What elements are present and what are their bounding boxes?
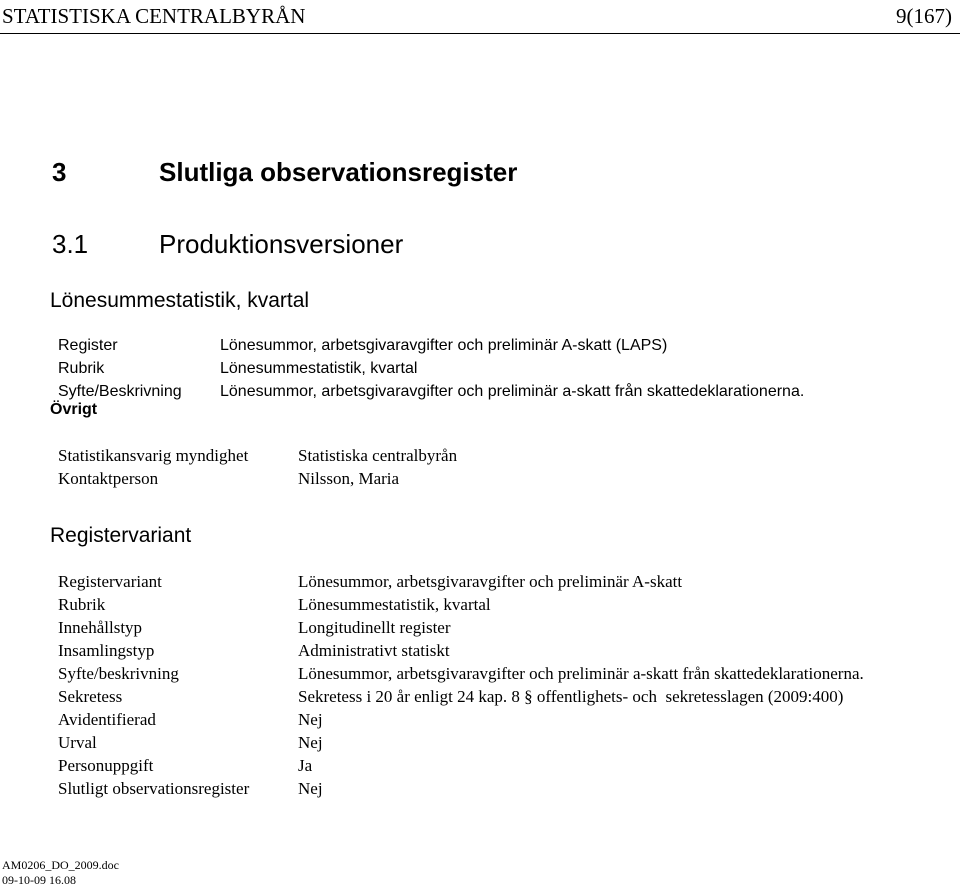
variant-info-label: Insamlingstyp — [58, 641, 155, 660]
variant-info-row — [58, 779, 958, 802]
document-header-organization: STATISTISKA CENTRALBYRÅN — [2, 4, 306, 28]
chapter-heading — [52, 157, 652, 189]
variant-info-label: Rubrik — [58, 595, 106, 614]
section-heading — [52, 229, 652, 261]
chapter-title: Slutliga observationsregister — [159, 157, 518, 187]
variant-info-label: Registervariant — [58, 572, 162, 591]
register-info-label: Register — [58, 337, 118, 354]
variant-info-label: Personuppgift — [58, 756, 154, 775]
variant-info-value: Administrativt statiskt — [298, 641, 450, 660]
variant-info-value: Longitudinellt register — [298, 618, 451, 637]
variant-info-label: Urval — [58, 733, 97, 752]
variant-info-label: Innehållstyp — [58, 618, 143, 637]
contact-info-row — [58, 469, 948, 492]
contact-info-row — [58, 446, 948, 469]
variant-info-row — [58, 687, 958, 710]
register-info-row — [58, 360, 948, 383]
contact-info-label: Kontaktperson — [58, 469, 159, 488]
section-title: Produktionsversioner — [159, 229, 404, 259]
subsection-heading: Lönesummestatistik, kvartal — [50, 289, 310, 312]
variant-info-value: Lönesummor, arbetsgivaravgifter och preliminär a-skatt från skattedeklarationerna. — [298, 664, 864, 683]
register-info-row — [58, 337, 948, 360]
register-info-value: Lönesummestatistik, kvartal — [220, 360, 418, 377]
register-info-label: Syfte/Beskrivning — [58, 383, 182, 400]
variant-info-value: Nej — [298, 733, 323, 752]
variant-info-row — [58, 756, 958, 779]
variant-info-value: Lönesummor, arbetsgivaravgifter och preliminär A-skatt — [298, 572, 683, 591]
contact-info-table — [58, 446, 948, 492]
header-divider — [0, 33, 960, 34]
footer-filename: AM0206_DO_2009.doc — [2, 858, 119, 872]
variant-info-value: Nej — [298, 710, 323, 729]
variant-info-row — [58, 595, 958, 618]
variant-info-row — [58, 618, 958, 641]
register-info-value: Lönesummor, arbetsgivaravgifter och preliminär a-skatt från skattedeklarationerna. — [220, 383, 805, 400]
register-info-value: Lönesummor, arbetsgivaravgifter och preliminär A-skatt (LAPS) — [220, 337, 668, 354]
contact-info-value: Nilsson, Maria — [298, 469, 400, 488]
register-info-row — [58, 383, 948, 406]
ovrigt-label: Övrigt — [50, 401, 98, 418]
variant-info-label: Syfte/beskrivning — [58, 664, 179, 683]
register-info-label: Rubrik — [58, 360, 105, 377]
contact-info-value: Statistiska centralbyrån — [298, 446, 458, 465]
page-number: 9(167) — [896, 4, 952, 28]
variant-info-row — [58, 733, 958, 756]
variant-info-row — [58, 710, 958, 733]
variant-info-label: Slutligt observationsregister — [58, 779, 250, 798]
variant-info-label: Avidentifierad — [58, 710, 156, 729]
registervariant-heading: Registervariant — [50, 524, 192, 547]
footer-timestamp: 09-10-09 16.08 — [2, 873, 76, 887]
register-info-table — [58, 337, 948, 406]
chapter-number: 3 — [52, 157, 67, 187]
section-number: 3.1 — [52, 229, 89, 259]
variant-info-row — [58, 572, 958, 595]
variant-info-value: Ja — [298, 756, 313, 775]
contact-info-label: Statistikansvarig myndighet — [58, 446, 249, 465]
variant-info-value: Lönesummestatistik, kvartal — [298, 595, 491, 614]
variant-info-row — [58, 641, 958, 664]
variant-info-value: Sekretess i 20 år enligt 24 kap. 8 § offentlighets- och sekretesslagen (2009:400) — [298, 687, 844, 706]
variant-info-row — [58, 664, 958, 687]
variant-info-value: Nej — [298, 779, 323, 798]
variant-info-label: Sekretess — [58, 687, 123, 706]
variant-info-table — [58, 572, 958, 802]
